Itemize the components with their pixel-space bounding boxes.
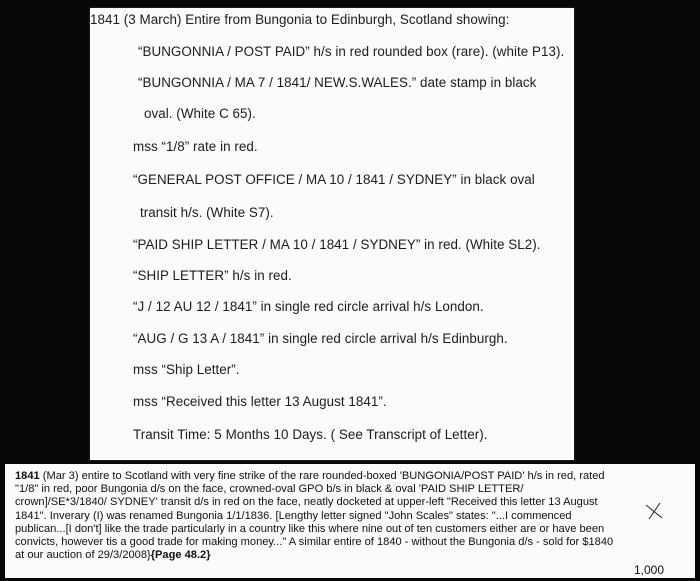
card-line: mss “Ship Letter”. (133, 362, 240, 377)
page-reference: {Page 48.2} (150, 549, 211, 562)
description-card (90, 8, 574, 460)
card-line: mss “1/8” rate in red. (133, 139, 258, 154)
card-heading: 1841 (3 March) Entire from Bungonia to Edinburgh, Scotland showing: (90, 12, 510, 27)
lot-year: 1841 (15, 470, 40, 482)
lot-description: (Mar 3) entire to Scotland with very fine strike of the rare rounded-boxed 'BUNGONIA/POST PAID' h/s in red, rated "1/8" in red, poor Bungonia d/s on the face, crowned-oval GPO b/s in black & oval 'PAID SHIP LETTER/ crown]/SE*3/1840/ SYDNEY' transit d/s in red on the face, neatly docketed at upper-left "Received this letter 13 August 1841". Inverary (I) was renamed Bungonia 1/1/1836. [Lengthy letter signed "John Scales" states: "...I commenced publican...[I don't] like the trade particularly in a country like this where nine out of ten customers either are or have been convicts, however tis a good trade for making money..." A similar entire of 1840 - without the Bungonia d/s - sold for $1840 at our auction of 29/3/2008} (15, 470, 617, 562)
card-line: “PAID SHIP LETTER / MA 10 / 1841 / SYDNEY” in red. (White SL2). (133, 237, 541, 252)
pencil-cross-mark-icon (643, 500, 665, 522)
card-line: Transit Time: 5 Months 10 Days. ( See Transcript of Letter). (133, 427, 488, 442)
card-line: “GENERAL POST OFFICE / MA 10 / 1841 / SYDNEY” in black oval (133, 172, 535, 187)
lot-description-strip (5, 464, 695, 578)
lot-price: 1,000 (634, 563, 665, 577)
card-line: “J / 12 AU 12 / 1841” in single red circle arrival h/s London. (133, 299, 484, 314)
card-line: mss “Received this letter 13 August 1841”. (133, 394, 387, 409)
card-line: “BUNGONNIA / MA 7 / 1841/ NEW.S.WALES.” date stamp in black (138, 75, 537, 90)
card-line: “SHIP LETTER” h/s in red. (133, 268, 292, 283)
card-line: oval. (White C 65). (144, 106, 256, 121)
card-line: transit h/s. (White S7). (140, 205, 274, 220)
card-line: “BUNGONNIA / POST PAID” h/s in red rounded box (rare). (white P13). (138, 44, 565, 59)
card-line: “AUG / G 13 A / 1841” in single red circle arrival h/s Edinburgh. (133, 331, 508, 346)
lot-description-text (15, 470, 615, 562)
